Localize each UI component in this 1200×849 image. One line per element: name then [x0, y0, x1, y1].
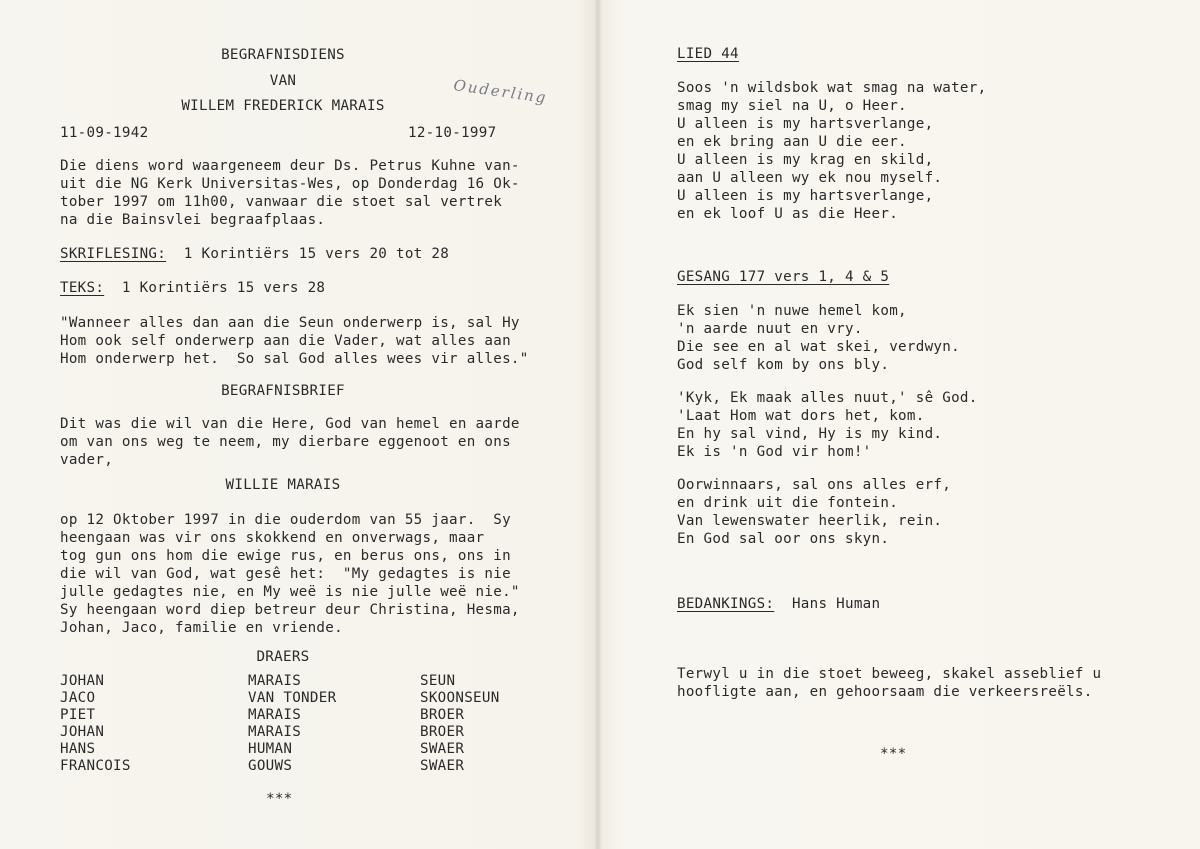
pallbearer-relation: SKOONSEUN [420, 690, 500, 706]
death-line: die wil van God, wat gesê het: "My gedagtes is nie [60, 566, 511, 582]
hymn-line: U alleen is my hartsverlange, [677, 188, 934, 204]
scripture-reading [60, 245, 449, 263]
verse-line: 'Laat Hom wat dors het, kom. [677, 408, 925, 424]
verse-line: en drink uit die fontein. [677, 495, 899, 511]
hymn-44-heading: LIED 44 [677, 46, 739, 62]
hymn-line: Soos 'n wildsbok wat smag na water, [677, 80, 987, 96]
death-line: heengaan was vir ons skokkend en onverwags, maar [60, 530, 485, 546]
text-reference-value: 1 Korintiërs 15 vers 28 [121, 280, 326, 296]
closing-line: hoofligte aan, en gehoorsaam die verkeersreëls. [677, 684, 1093, 700]
verse-line: Ek is 'n God vir hom!' [677, 444, 872, 460]
pallbearer-last: VAN TONDER [248, 690, 337, 706]
intro-line: tober 1997 om 11h00, vanwaar die stoet sal vertrek [60, 194, 503, 210]
text-label: TEKS: [60, 280, 105, 296]
acknowledgements-label: BEDANKINGS: [677, 596, 775, 612]
verse-line: 'Kyk, Ek maak alles nuut,' sê God. [677, 390, 978, 406]
death-line: julle gedagtes nie, en My weë is nie julle weë nie." [60, 584, 520, 600]
pallbearer-relation: SWAER [420, 758, 465, 774]
birth-date: 11-09-1942 [60, 125, 149, 141]
quote-line: "Wanneer alles dan aan die Seun onderwerp is, sal Hy [60, 315, 520, 331]
death-line: tog gun ons hom die ewige rus, en berus ons, ons in [60, 548, 511, 564]
title-service: BEGRAFNISDIENS [221, 47, 345, 63]
pallbearer-first: JACO [60, 690, 96, 706]
brief-line: Dit was die wil van die Here, God van hemel en aarde [60, 416, 520, 432]
hymn-line: en ek bring aan U die eer. [677, 134, 907, 150]
pallbearer-last: MARAIS [248, 673, 302, 689]
scripture-text: 1 Korintiërs 15 vers 20 tot 28 [183, 246, 450, 262]
pallbearer-first: FRANCOIS [60, 758, 131, 774]
closing-line: Terwyl u in die stoet beweeg, skakel asseblief u [677, 666, 1102, 682]
left-page [58, 0, 549, 849]
pallbearer-first: PIET [60, 707, 96, 723]
handwritten-note: Ouderling [452, 76, 549, 107]
pallbearer-last: MARAIS [248, 724, 302, 740]
pallbearer-last: HUMAN [248, 741, 293, 757]
verse-line: En hy sal vind, Hy is my kind. [677, 426, 943, 442]
verse-line: En God sal oor ons skyn. [677, 531, 890, 547]
pallbearer-first: HANS [60, 741, 96, 757]
pallbearer-first: JOHAN [60, 673, 105, 689]
verse-line: Ek sien 'n nuwe hemel kom, [677, 303, 907, 319]
death-date: 12-10-1997 [408, 125, 497, 141]
hymn-line: U alleen is my krag en skild, [677, 152, 934, 168]
scripture-label: SKRIFLESING: [60, 246, 167, 262]
pallbearer-relation: BROER [420, 724, 465, 740]
death-line: op 12 Oktober 1997 in die ouderdom van 55 jaar. Sy [60, 512, 511, 528]
verse-line: God self kom by ons bly. [677, 357, 890, 373]
pallbearer-relation: BROER [420, 707, 465, 723]
brief-heading: BEGRAFNISBRIEF [221, 383, 345, 399]
brief-line: vader, [60, 452, 114, 468]
intro-line: uit die NG Kerk Universitas-Wes, op Donderdag 16 Ok- [60, 176, 520, 192]
right-end-stars: *** [880, 746, 907, 762]
right-page [677, 0, 1137, 849]
pallbearer-last: GOUWS [248, 758, 293, 774]
death-line: Johan, Jaco, familie en vriende. [60, 620, 343, 636]
psalm-177-heading: GESANG 177 vers 1, 4 & 5 [677, 269, 890, 285]
quote-line: Hom onderwerp het. So sal God alles wees vir alles." [60, 351, 529, 367]
hymn-line: smag my siel na U, o Heer. [677, 98, 907, 114]
hymn-line: U alleen is my hartsverlange, [677, 116, 934, 132]
deceased-name: WILLIE MARAIS [225, 477, 341, 493]
hymn-line: aan U alleen wy ek nou myself. [677, 170, 943, 186]
quote-line: Hom ook self onderwerp aan die Vader, wat alles aan [60, 333, 511, 349]
verse-line: Van lewenswater heerlik, rein. [677, 513, 943, 529]
intro-line: Die diens word waargeneem deur Ds. Petrus Kuhne van- [60, 158, 520, 174]
death-line: Sy heengaan word diep betreur deur Christina, Hesma, [60, 602, 520, 618]
hymn-line: en ek loof U as die Heer. [677, 206, 899, 222]
pallbearers-heading: DRAERS [256, 649, 310, 665]
pallbearer-first: JOHAN [60, 724, 105, 740]
title-of: VAN [269, 73, 297, 89]
verse-line: Oorwinnaars, sal ons alles erf, [677, 477, 952, 493]
title-name: WILLEM FREDERICK MARAIS [181, 98, 385, 114]
pallbearer-relation: SWAER [420, 741, 465, 757]
intro-line: na die Bainsvlei begraafplaas. [60, 212, 326, 228]
left-end-stars: *** [266, 791, 293, 807]
text-reference [60, 279, 325, 297]
acknowledgements [677, 595, 880, 613]
brief-line: om van ons weg te neem, my dierbare eggenoot en ons [60, 434, 511, 450]
pallbearer-last: MARAIS [248, 707, 302, 723]
verse-line: 'n aarde nuut en vry. [677, 321, 863, 337]
pallbearer-relation: SEUN [420, 673, 456, 689]
page-fold [594, 0, 602, 849]
acknowledgements-text: Hans Human [791, 596, 881, 612]
verse-line: Die see en al wat skei, verdwyn. [677, 339, 960, 355]
